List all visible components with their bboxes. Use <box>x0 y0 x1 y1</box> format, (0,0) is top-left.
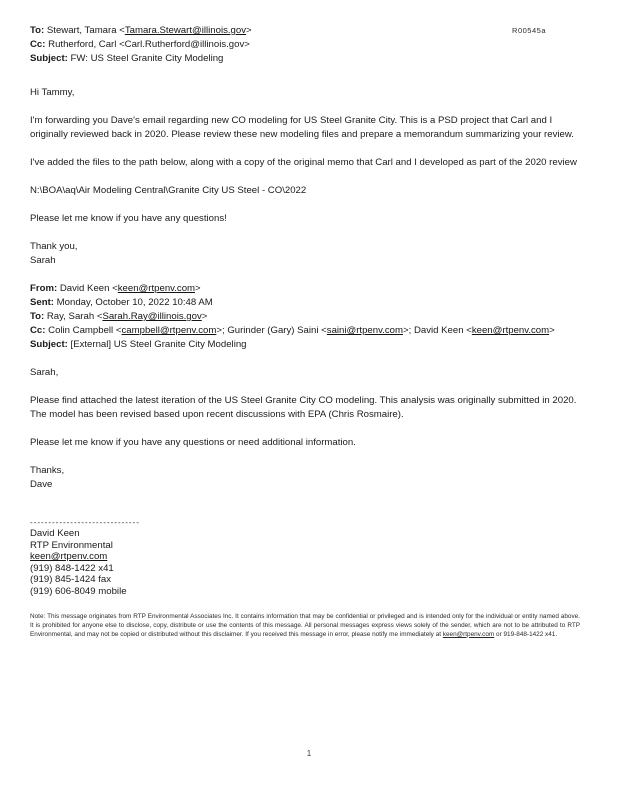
header-to-line <box>30 24 580 38</box>
from-email-link: keen@rtpenv.com <box>117 283 196 294</box>
email-content <box>30 24 580 639</box>
subject-value: FW: US Steel Granite City Modeling <box>70 53 224 64</box>
subject-label: Subject: <box>30 53 68 64</box>
to-email-link: Tamara.Stewart@illinois.gov <box>124 25 247 36</box>
paragraph: Please let me know if you have any questions or need additional information. <box>30 437 356 448</box>
signature-fax: (919) 845-1424 fax <box>30 574 112 585</box>
cc-email-link: saini@rtpenv.com <box>326 325 403 336</box>
orig-cc-line <box>30 324 580 338</box>
orig-sent-line <box>30 296 580 310</box>
angle-close: > <box>195 283 201 294</box>
sent-label: Sent: <box>30 297 54 308</box>
angle-open: < <box>466 325 472 336</box>
sender-name: Dave <box>30 479 53 490</box>
header-subject-line <box>30 52 580 66</box>
from-name: David Keen <box>59 283 110 294</box>
cc-name: Rutherford, Carl <box>48 39 117 50</box>
signature-mobile: (919) 606-8049 mobile <box>30 585 127 597</box>
angle-close: > <box>216 325 222 336</box>
signature-divider: ------------------------------ <box>30 518 140 527</box>
to-label: To: <box>30 311 45 322</box>
disclaimer-text: or 919-848-1422 x41. <box>494 630 558 638</box>
subject-value: [External] US Steel Granite City Modeling <box>70 339 247 350</box>
closing: Thanks, <box>30 465 65 476</box>
angle-open: < <box>119 39 125 50</box>
orig-subject-line <box>30 338 580 352</box>
orig-to-line <box>30 310 580 324</box>
to-label: To: <box>30 25 45 36</box>
cc-name: Gurinder (Gary) Saini <box>227 325 319 336</box>
angle-open: < <box>321 325 327 336</box>
angle-open: < <box>112 283 118 294</box>
to-email-link: Sarah.Ray@illinois.gov <box>102 311 202 322</box>
paragraph: Please let me know if you have any questions! <box>30 213 227 224</box>
to-name: Ray, Sarah <box>46 311 95 322</box>
greeting: Sarah, <box>30 367 59 378</box>
cc-label: Cc: <box>30 325 46 336</box>
legal-disclaimer <box>30 613 580 639</box>
disclaimer-text: Note: This message originates from RTP Environmental Associates Inc. It contains information that may be confidential or privileged and is intended only for the individual or entity named above. It is prohibited for anyone else to disclose, copy, distribute or use the contents of this message. All personal messages express views solely of the sender, which are not to be attributed to RTP Environmental, and may not be copied or distributed without this disclaimer. If you received this message in error, please notify me immediately at <box>30 613 580 638</box>
sender-name: Sarah <box>30 255 56 266</box>
to-name: Stewart, Tamara <box>46 25 117 36</box>
angle-open: < <box>115 325 122 336</box>
signature-phone: (919) 848-1422 x41 <box>30 562 114 574</box>
page-number: 1 <box>306 749 312 758</box>
cc-label: Cc: <box>30 39 46 50</box>
angle-open: < <box>96 311 103 322</box>
paragraph: I've added the files to the path below, along with a copy of the original memo that Carl and I developed as part of the 2020 review <box>30 157 577 168</box>
file-path: N:\BOA\aq\Air Modeling Central\Granite City US Steel - CO\2022 <box>30 185 307 196</box>
paragraph: I'm forwarding you Dave's email regarding new CO modeling for US Steel Granite City. This is a PSD project that Carl and I originally reviewed back in 2020. Please review these new modeling files and prepare a memorandum summarizing your review. <box>30 115 574 140</box>
header-cc-line <box>30 38 580 52</box>
angle-close: > <box>549 325 555 336</box>
angle-close: > <box>402 325 409 336</box>
closing: Thank you, <box>30 241 78 252</box>
angle-open: < <box>119 25 125 36</box>
signature-block <box>30 518 580 597</box>
cc-name: Colin Campbell <box>48 325 114 336</box>
orig-from-line <box>30 282 580 296</box>
from-label: From: <box>30 283 58 294</box>
cc-name: David Keen <box>413 325 464 336</box>
signature-company: RTP Environmental <box>30 539 113 551</box>
signature-name: David Keen <box>30 528 80 539</box>
angle-close: > <box>246 25 252 36</box>
paragraph: Please find attached the latest iteration of the US Steel Granite City CO modeling. This analysis was originally submitted in 2020. The model has been revised based upon recent discussions with EPA (Chris Rosmaire). <box>30 395 577 420</box>
separator: ; <box>408 325 412 336</box>
subject-label: Subject: <box>30 339 68 350</box>
cc-email: Carl.Rutherford@illinois.gov <box>124 39 245 50</box>
angle-close: > <box>201 311 208 322</box>
signature-email-link: keen@rtpenv.com <box>30 551 108 562</box>
angle-close: > <box>244 39 250 50</box>
cc-email-link: keen@rtpenv.com <box>471 325 550 336</box>
sent-value: Monday, October 10, 2022 10:48 AM <box>56 297 213 308</box>
separator: ; <box>221 325 225 336</box>
greeting: Hi Tammy, <box>30 87 75 98</box>
document-id-stamp: R00545a <box>512 26 546 35</box>
disclaimer-email-link: keen@rtpenv.com <box>442 630 495 638</box>
cc-email-link: campbell@rtpenv.com <box>121 325 217 336</box>
